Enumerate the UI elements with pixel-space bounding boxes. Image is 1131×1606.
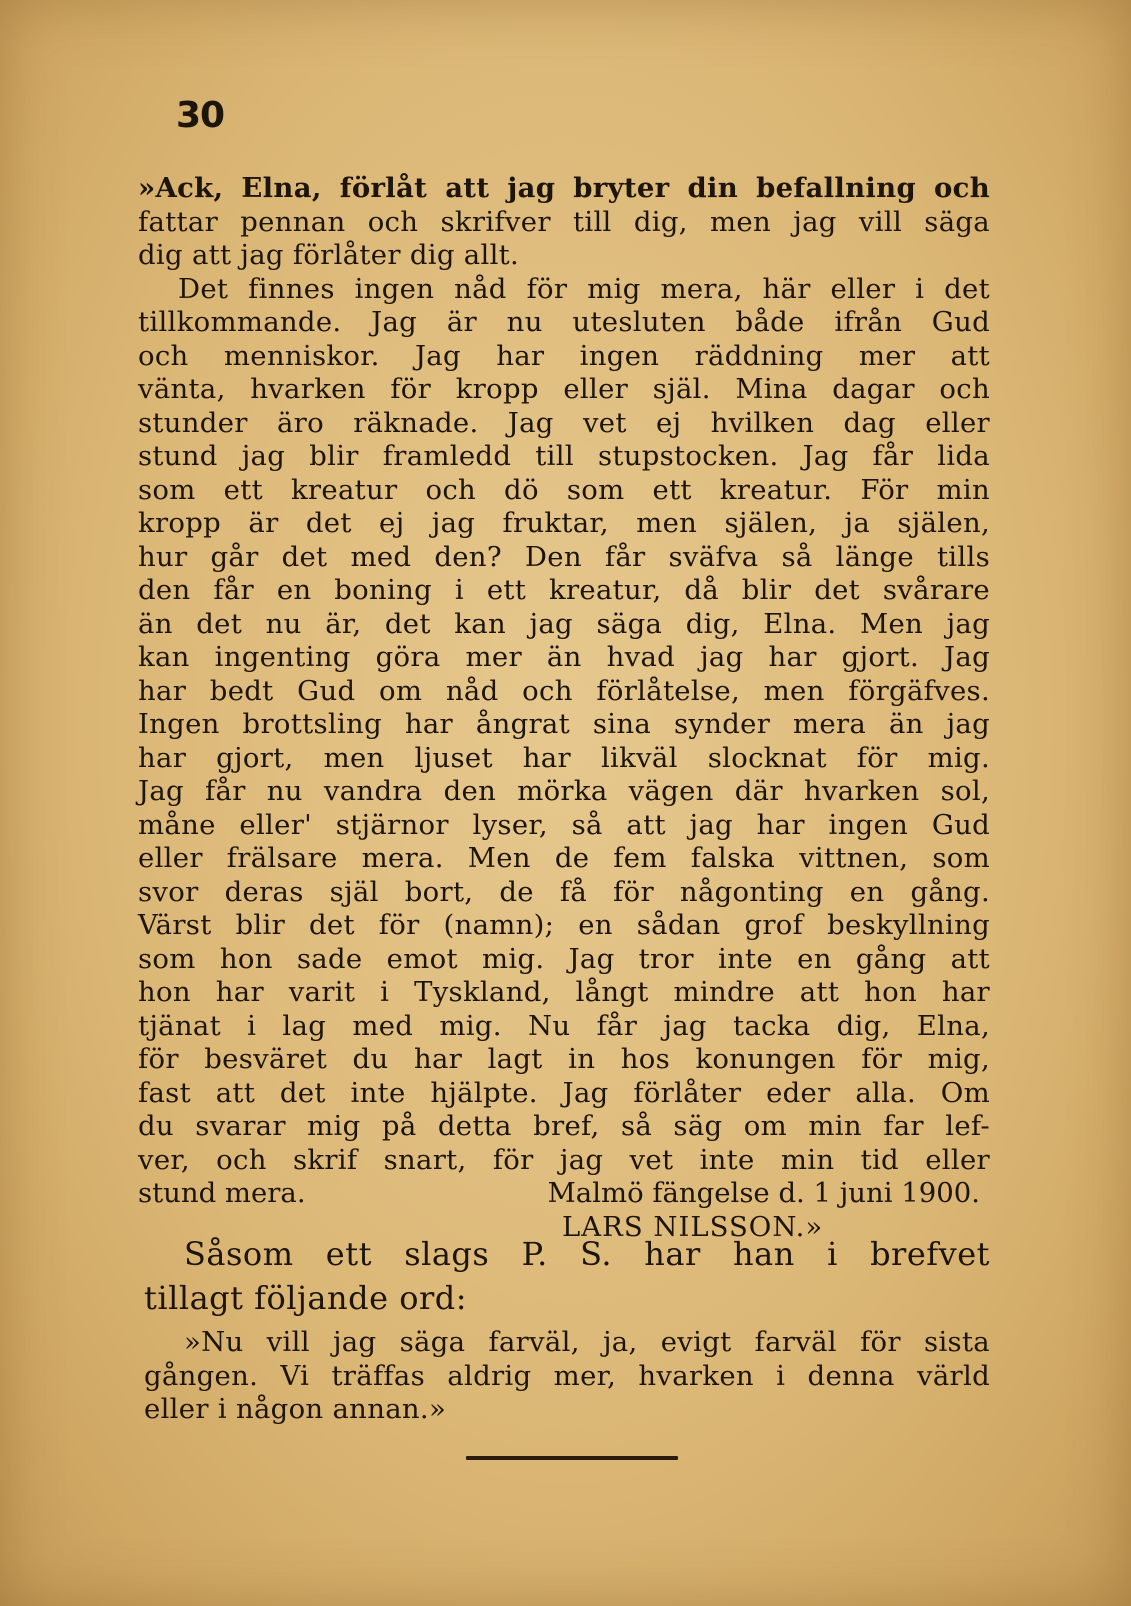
letter-line: svor deras själ bort, de få för någonting en gång. bbox=[138, 875, 990, 908]
letter-line: eller frälsare mera. Men de fem falska vittnen, som bbox=[138, 842, 990, 874]
letter-line: »Ack, Elna, förlåt att jag bryter din befallning och bbox=[138, 172, 990, 204]
letter-body bbox=[138, 172, 990, 1244]
letter-line: som hon sade emot mig. Jag tror inte en gång att bbox=[138, 942, 990, 975]
quote-line: »Nu vill jag säga farväl, ja, evigt farväl för sista bbox=[184, 1326, 990, 1358]
letter-line: Det finnes ingen nåd för mig mera, här eller i det bbox=[178, 272, 990, 305]
letter-line: som ett kreatur och dö som ett kreatur. För min bbox=[138, 473, 990, 506]
letter-line: fattar pennan och skrifver till dig, men jag vill säga bbox=[138, 205, 990, 238]
ps-quote bbox=[144, 1326, 990, 1427]
letter-line: kan ingenting göra mer än hvad jag har gjort. Jag bbox=[138, 641, 990, 673]
closing-place-date: Malmö fängelse d. 1 juni 1900. bbox=[547, 1177, 980, 1209]
letter-line: fast att det inte hjälpte. Jag förlåter eder alla. Om bbox=[138, 1076, 990, 1109]
letter-line: Värst blir det för (namn); en sådan grof beskyllning bbox=[138, 909, 990, 941]
letter-line: ver, och skrif snart, för jag vet inte min tid eller bbox=[138, 1143, 990, 1176]
quote-line: gången. Vi träffas aldrig mer, hvarken i denna värld bbox=[144, 1359, 990, 1392]
letter-line: du svarar mig på detta bref, så säg om min far lef- bbox=[138, 1110, 990, 1142]
closing-text: stund mera. bbox=[138, 1177, 306, 1209]
ps-line: tillagt följande ord: bbox=[144, 1279, 468, 1317]
letter-line: tjänat i lag med mig. Nu får jag tacka dig, Elna, bbox=[138, 1009, 990, 1042]
letter-line: den får en boning i ett kreatur, då blir det svårare bbox=[138, 574, 990, 606]
letter-line: än det nu är, det kan jag säga dig, Elna. Men jag bbox=[138, 607, 990, 640]
letter-line: vänta, hvarken för kropp eller själ. Mina dagar och bbox=[138, 373, 990, 405]
letter-line: tillkommande. Jag är nu utesluten både ifrån Gud bbox=[138, 306, 990, 338]
page-number: 30 bbox=[176, 95, 225, 136]
letter-line: Jag får nu vandra den mörka vägen där hvarken sol, bbox=[138, 775, 990, 807]
letter-line: har gjort, men ljuset har likväl slocknat för mig. bbox=[138, 741, 990, 774]
letter-line: hur går det med den? Den får sväfva så länge tills bbox=[138, 540, 990, 573]
ps-intro bbox=[144, 1232, 990, 1320]
letter-line: stund jag blir framledd till stupstocken. Jag får lida bbox=[138, 440, 990, 472]
end-rule bbox=[466, 1456, 678, 1460]
letter-line: har bedt Gud om nåd och förlåtelse, men förgäfves. bbox=[138, 674, 990, 707]
letter-line: hon har varit i Tyskland, långt mindre att hon har bbox=[138, 976, 990, 1008]
letter-signature: LARS NILSSON.» bbox=[562, 1210, 824, 1243]
letter-line: kropp är det ej jag fruktar, men själen, ja själen, bbox=[138, 507, 990, 539]
letter-line: Ingen brottsling har ångrat sina synder mera än jag bbox=[138, 708, 990, 740]
quote-line: eller i någon annan.» bbox=[144, 1393, 447, 1425]
letter-line: måne eller' stjärnor lyser, så att jag har ingen Gud bbox=[138, 808, 990, 841]
letter-closing bbox=[138, 1177, 990, 1211]
letter-line: stunder äro räknade. Jag vet ej hvilken dag eller bbox=[138, 406, 990, 439]
letter-line: och menniskor. Jag har ingen räddning mer att bbox=[138, 339, 990, 372]
letter-line: för besväret du har lagt in hos konungen för mig, bbox=[138, 1043, 990, 1075]
ps-line: Såsom ett slags P. S. har han i brefvet bbox=[184, 1235, 990, 1273]
letter-line: dig att jag förlåter dig allt. bbox=[138, 239, 520, 271]
